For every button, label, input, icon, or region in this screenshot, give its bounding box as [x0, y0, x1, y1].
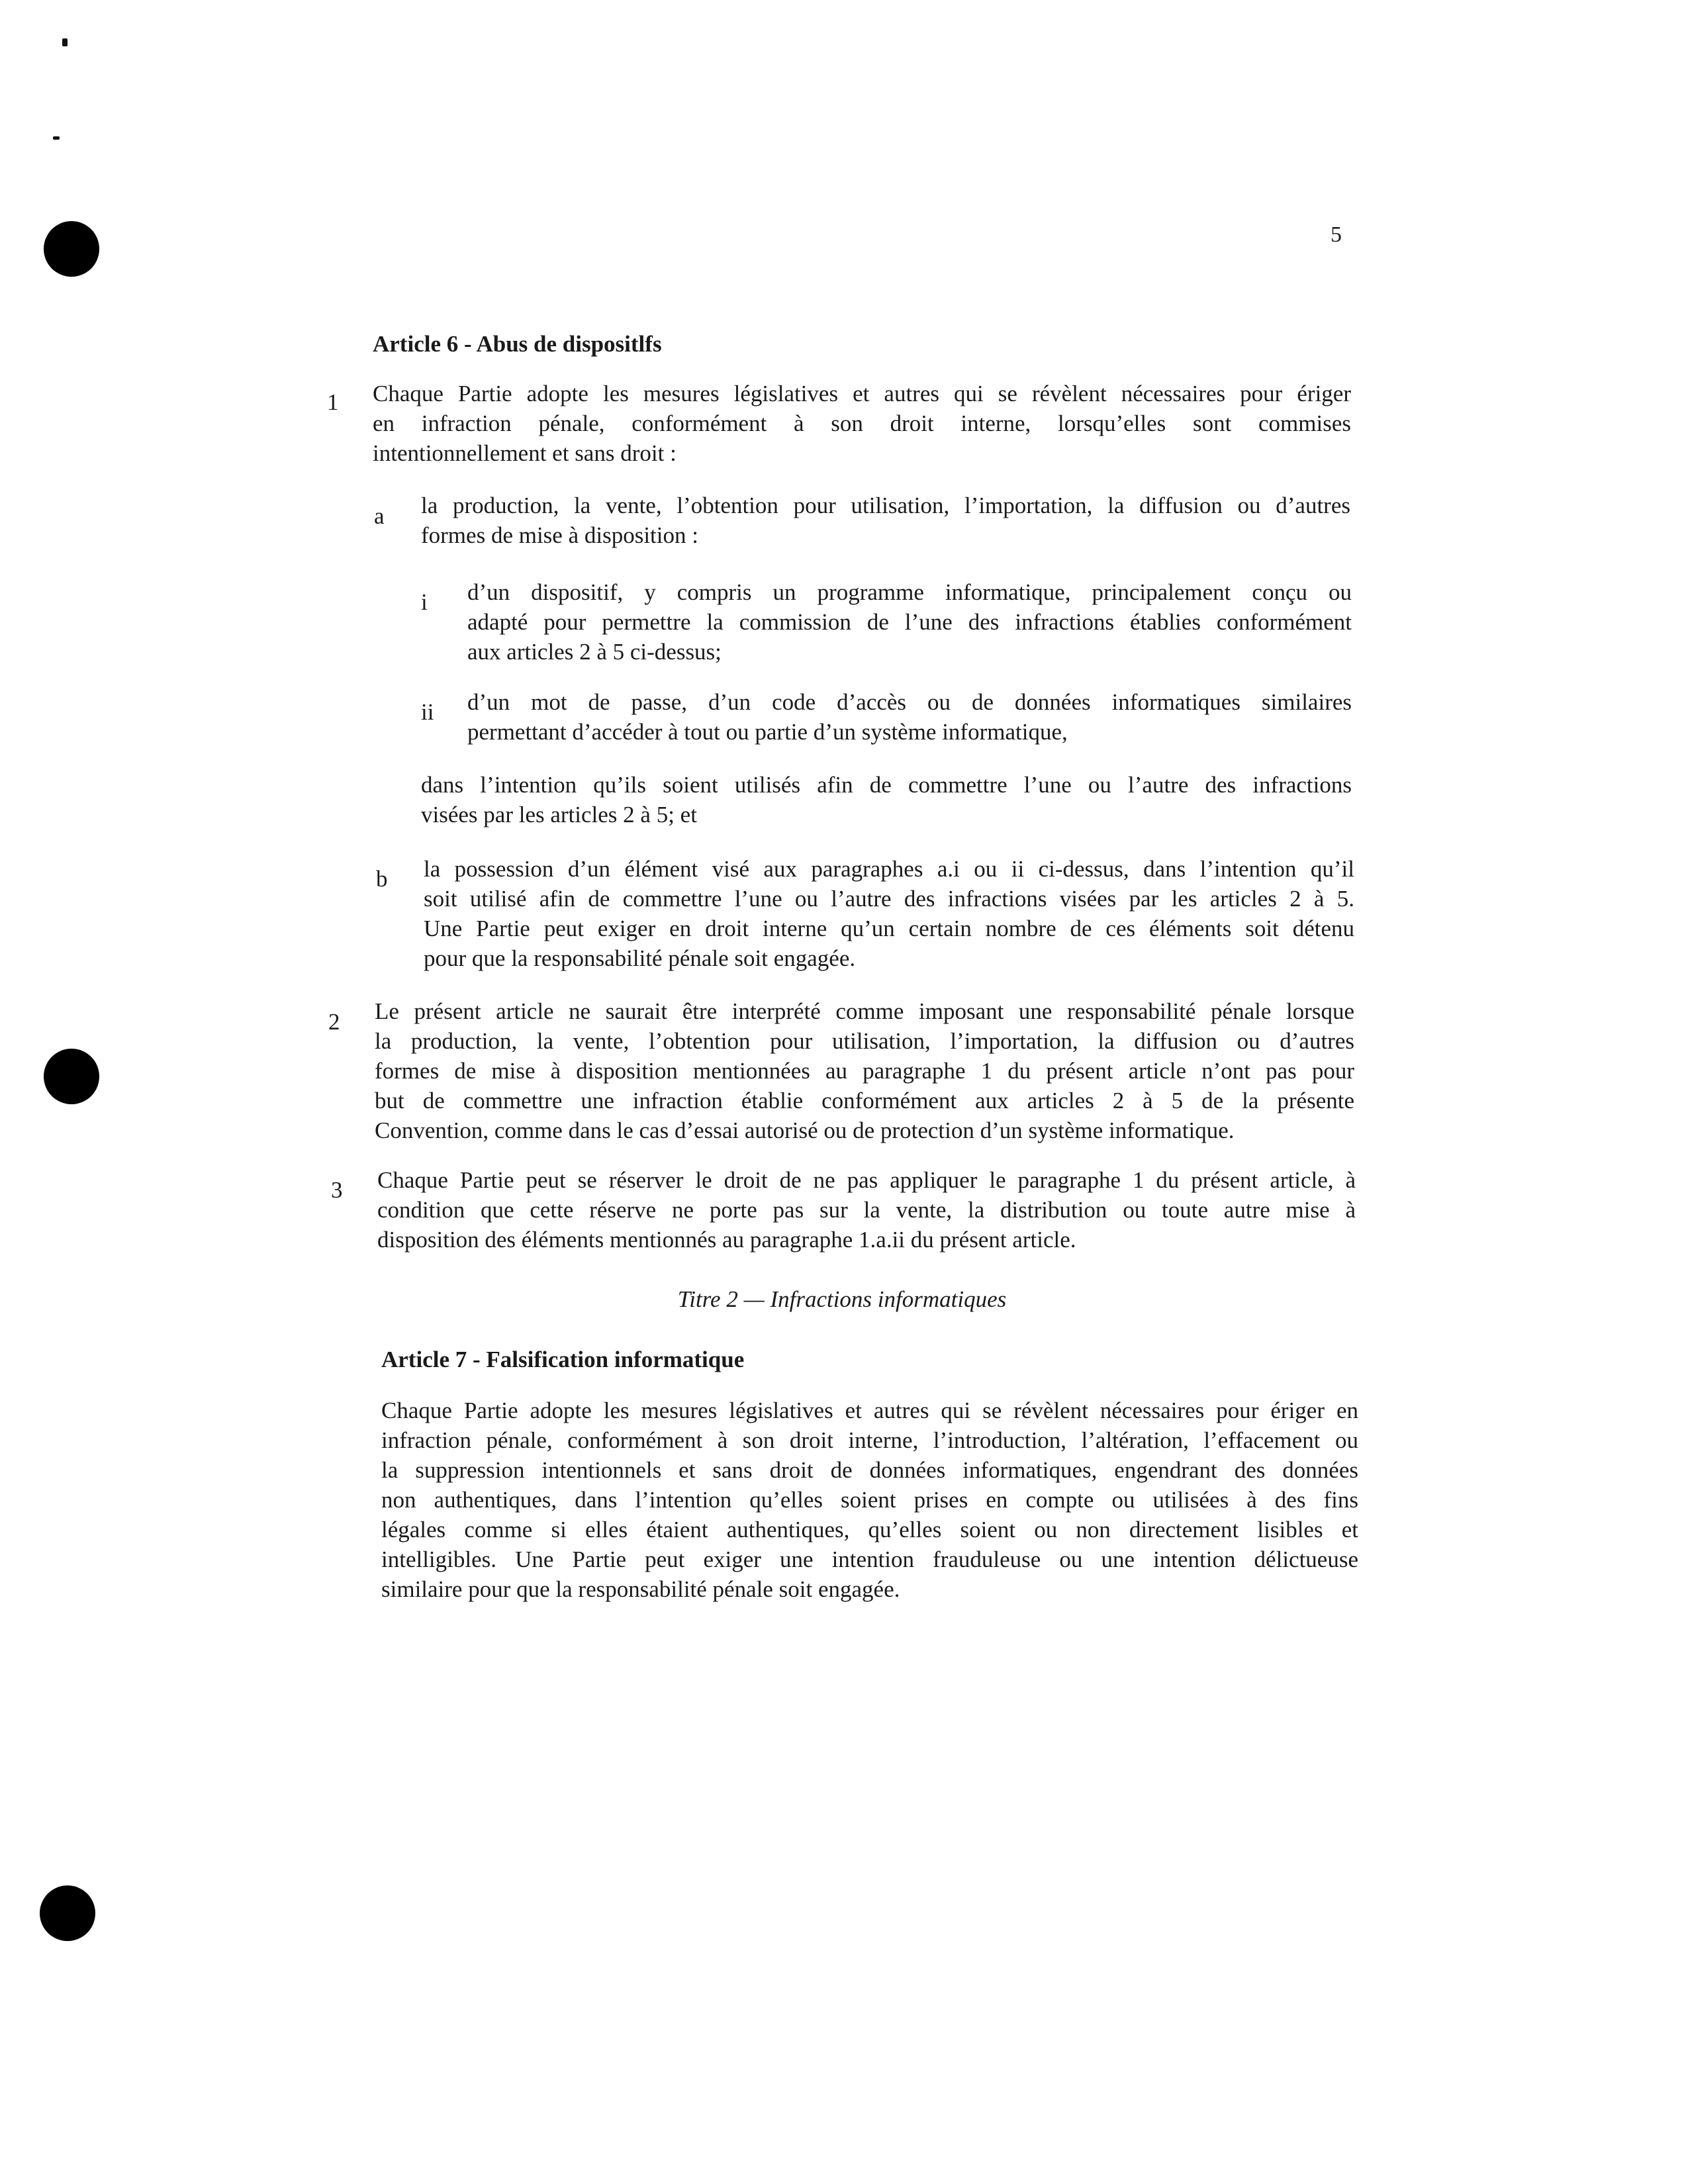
paragraph-line: visées par les articles 2 à 5; et	[421, 802, 697, 828]
item-ii-text	[467, 687, 1352, 747]
paragraph-3-number: 3	[331, 1177, 343, 1203]
paragraph-line: formes de mise à disposition :	[421, 522, 698, 548]
item-i-label: i	[421, 589, 428, 615]
paragraph-line: aux articles 2 à 5 ci-dessus;	[467, 639, 722, 665]
paragraph-line: Convention, comme dans le cas d’essai autorisé ou de protection d’un système informatique.	[375, 1117, 1235, 1143]
paragraph-2-number: 2	[328, 1009, 340, 1035]
paragraph-line: condition que cette réserve ne porte pas sur la vente, la distribution ou toute autre mise à	[377, 1197, 1356, 1223]
paragraph-line: permettant d’accéder à tout ou partie d’un système informatique,	[467, 719, 1068, 745]
paragraph-line: la suppression intentionnels et sans droit de données informatiques, engendrant des données	[381, 1457, 1358, 1483]
paragraph-line: Chaque Partie adopte les mesures législatives et autres qui se révèlent nécessaires pour ériger en	[381, 1398, 1358, 1423]
paragraph-line: la production, la vente, l’obtention pour utilisation, l’importation, la diffusion ou d’autres	[375, 1028, 1354, 1054]
item-a-text	[421, 491, 1350, 550]
paragraph-line: Le présent article ne saurait être interprété comme imposant une responsabilité pénale lorsque	[375, 998, 1354, 1024]
paragraph-line: la possession d’un élément visé aux paragraphes a.i ou ii ci-dessus, dans l’intention qu’il	[424, 856, 1354, 882]
intent-clause-text	[421, 770, 1352, 830]
page-number: 5	[1331, 222, 1342, 247]
paragraph-line: intelligibles. Une Partie peut exiger une intention frauduleuse ou une intention délictueuse	[381, 1546, 1358, 1572]
punch-hole	[44, 221, 99, 277]
item-ii-label: ii	[421, 699, 434, 725]
paragraph-3-text	[377, 1165, 1356, 1255]
scan-speck	[62, 38, 68, 46]
paragraph-line: non authentiques, dans l’intention qu’elles soient prises en compte ou utilisées à des fins	[381, 1487, 1358, 1513]
paragraph-line: intentionnellement et sans droit :	[373, 440, 677, 466]
paragraph-line: la production, la vente, l’obtention pour utilisation, l’importation, la diffusion ou d’autres	[421, 493, 1350, 518]
article-7-heading: Article 7 - Falsification informatique	[381, 1347, 745, 1372]
punch-hole	[40, 1885, 95, 1941]
paragraph-2-text	[375, 996, 1354, 1145]
item-b-text	[424, 854, 1354, 973]
article-6-heading: Article 6 - Abus de dispositlfs	[373, 331, 662, 357]
paragraph-line: d’un mot de passe, d’un code d’accès ou de données informatiques similaires	[467, 689, 1352, 715]
item-i-text	[467, 577, 1352, 667]
article-7-text	[381, 1396, 1358, 1604]
paragraph-1-number: 1	[327, 389, 339, 415]
paragraph-line: formes de mise à disposition mentionnées au paragraphe 1 du présent article n’ont pas pour	[375, 1058, 1354, 1084]
item-a-label: a	[374, 503, 385, 529]
paragraph-line: disposition des éléments mentionnés au paragraphe 1.a.ii du présent article.	[377, 1227, 1076, 1253]
paragraph-line: similaire pour que la responsabilité pénale soit engagée.	[381, 1576, 900, 1602]
paragraph-line: adapté pour permettre la commission de l’une des infractions établies conformément	[467, 609, 1352, 635]
paragraph-line: Chaque Partie adopte les mesures législatives et autres qui se révèlent nécessaires pour ériger	[373, 381, 1351, 406]
punch-hole	[44, 1049, 99, 1104]
paragraph-line: d’un dispositif, y compris un programme informatique, principalement conçu ou	[467, 579, 1352, 605]
paragraph-line: Chaque Partie peut se réserver le droit de ne pas appliquer le paragraphe 1 du présent article, à	[377, 1167, 1356, 1193]
paragraph-line: en infraction pénale, conformément à son droit interne, lorsqu’elles sont commises	[373, 410, 1351, 436]
paragraph-line: dans l’intention qu’ils soient utilisés afin de commettre l’une ou l’autre des infractions	[421, 772, 1352, 798]
paragraph-line: infraction pénale, conformément à son droit interne, l’introduction, l’altération, l’effacement ou	[381, 1427, 1358, 1453]
paragraph-line: Une Partie peut exiger en droit interne qu’un certain nombre de ces éléments soit détenu	[424, 916, 1354, 941]
paragraph-1-text	[373, 379, 1351, 468]
paragraph-line: soit utilisé afin de commettre l’une ou l’autre des infractions visées par les articles 2 à 5.	[424, 886, 1354, 912]
scan-speck	[53, 136, 60, 140]
title-2-heading: Titre 2 — Infractions informatiques	[677, 1286, 1007, 1312]
paragraph-line: pour que la responsabilité pénale soit engagée.	[424, 945, 856, 971]
paragraph-line: but de commettre une infraction établie conformément aux articles 2 à 5 de la présente	[375, 1088, 1354, 1114]
paragraph-line: légales comme si elles étaient authentiques, qu’elles soient ou non directement lisibles et	[381, 1517, 1358, 1543]
item-b-label: b	[376, 866, 388, 892]
